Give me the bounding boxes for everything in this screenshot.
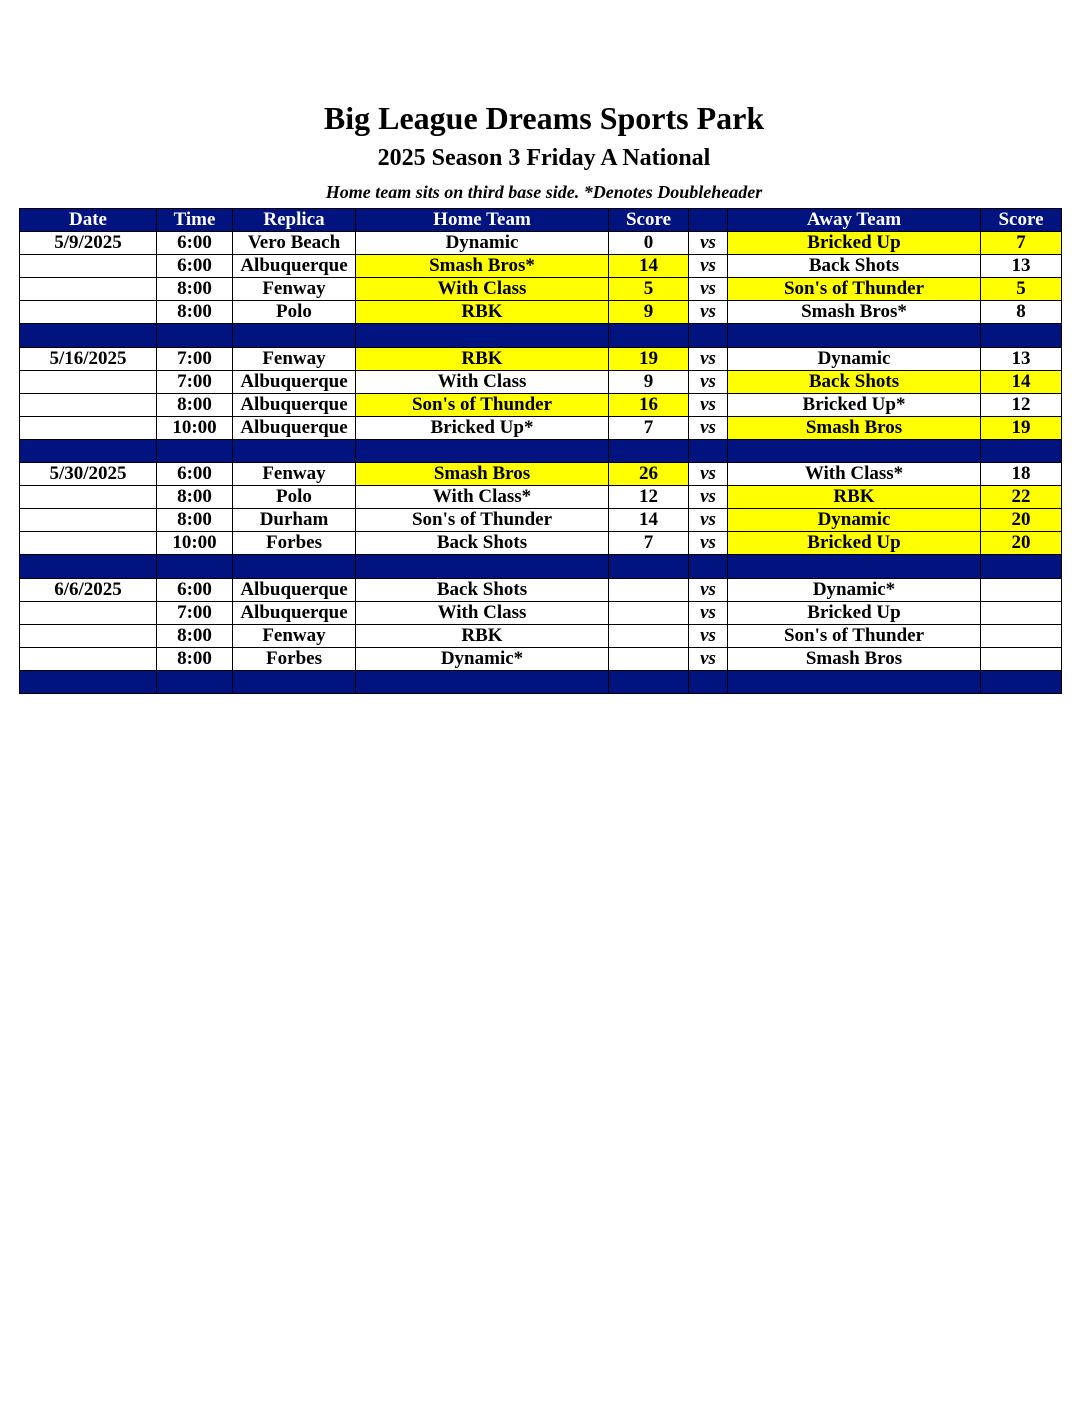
header-away-score: Score bbox=[981, 209, 1062, 232]
game-row bbox=[20, 232, 1062, 255]
game-row bbox=[20, 463, 1062, 486]
home-team-cell: RBK bbox=[356, 347, 609, 370]
game-row bbox=[20, 509, 1062, 532]
game-row bbox=[20, 578, 1062, 601]
time-cell: 6:00 bbox=[157, 463, 233, 486]
vs-cell: vs bbox=[689, 486, 728, 509]
away-team-cell: Son's of Thunder bbox=[728, 278, 981, 301]
away-team-cell: Smash Bros bbox=[728, 647, 981, 670]
home-score-cell bbox=[609, 624, 689, 647]
game-row bbox=[20, 347, 1062, 370]
replica-cell: Fenway bbox=[233, 463, 356, 486]
away-score-cell bbox=[981, 578, 1062, 601]
home-score-cell: 19 bbox=[609, 347, 689, 370]
date-cell bbox=[20, 370, 157, 393]
time-cell: 8:00 bbox=[157, 393, 233, 416]
vs-cell: vs bbox=[689, 463, 728, 486]
home-score-cell: 0 bbox=[609, 232, 689, 255]
home-team-cell: With Class bbox=[356, 601, 609, 624]
away-score-cell: 22 bbox=[981, 486, 1062, 509]
home-team-cell: RBK bbox=[356, 301, 609, 324]
vs-cell: vs bbox=[689, 578, 728, 601]
away-team-cell: Dynamic bbox=[728, 347, 981, 370]
separator-cell bbox=[609, 439, 689, 462]
schedule-table bbox=[19, 208, 1062, 694]
separator-cell bbox=[20, 324, 157, 347]
page-subtitle: 2025 Season 3 Friday A National bbox=[377, 145, 711, 171]
away-team-cell: Smash Bros* bbox=[728, 301, 981, 324]
separator-cell bbox=[20, 670, 157, 693]
replica-cell: Albuquerque bbox=[233, 370, 356, 393]
home-team-cell: Dynamic bbox=[356, 232, 609, 255]
date-cell bbox=[20, 647, 157, 670]
date-cell bbox=[20, 301, 157, 324]
away-score-cell: 19 bbox=[981, 416, 1062, 439]
home-team-cell: With Class bbox=[356, 278, 609, 301]
separator-cell bbox=[981, 324, 1062, 347]
game-row bbox=[20, 647, 1062, 670]
away-score-cell: 13 bbox=[981, 255, 1062, 278]
time-cell: 8:00 bbox=[157, 486, 233, 509]
vs-cell: vs bbox=[689, 301, 728, 324]
home-score-cell: 12 bbox=[609, 486, 689, 509]
home-score-cell: 9 bbox=[609, 301, 689, 324]
vs-cell: vs bbox=[689, 416, 728, 439]
away-team-cell: Dynamic bbox=[728, 509, 981, 532]
replica-cell: Vero Beach bbox=[233, 232, 356, 255]
vs-cell: vs bbox=[689, 647, 728, 670]
time-cell: 10:00 bbox=[157, 532, 233, 555]
game-row bbox=[20, 370, 1062, 393]
vs-cell: vs bbox=[689, 370, 728, 393]
vs-cell: vs bbox=[689, 347, 728, 370]
home-team-cell: Bricked Up* bbox=[356, 416, 609, 439]
time-cell: 6:00 bbox=[157, 232, 233, 255]
away-score-cell: 20 bbox=[981, 532, 1062, 555]
away-team-cell: Dynamic* bbox=[728, 578, 981, 601]
away-score-cell: 13 bbox=[981, 347, 1062, 370]
date-cell bbox=[20, 255, 157, 278]
game-row bbox=[20, 255, 1062, 278]
home-score-cell bbox=[609, 601, 689, 624]
replica-cell: Albuquerque bbox=[233, 601, 356, 624]
week-separator-row bbox=[20, 439, 1062, 462]
separator-cell bbox=[356, 324, 609, 347]
replica-cell: Albuquerque bbox=[233, 578, 356, 601]
home-team-cell: RBK bbox=[356, 624, 609, 647]
time-cell: 6:00 bbox=[157, 255, 233, 278]
home-score-cell: 7 bbox=[609, 532, 689, 555]
separator-cell bbox=[609, 555, 689, 578]
separator-cell bbox=[689, 555, 728, 578]
home-score-cell: 16 bbox=[609, 393, 689, 416]
home-score-cell bbox=[609, 647, 689, 670]
away-team-cell: Back Shots bbox=[728, 255, 981, 278]
date-cell bbox=[20, 486, 157, 509]
separator-cell bbox=[689, 439, 728, 462]
separator-cell bbox=[20, 439, 157, 462]
game-row bbox=[20, 301, 1062, 324]
vs-cell: vs bbox=[689, 509, 728, 532]
separator-cell bbox=[609, 670, 689, 693]
separator-cell bbox=[728, 555, 981, 578]
away-team-cell: RBK bbox=[728, 486, 981, 509]
time-cell: 7:00 bbox=[157, 370, 233, 393]
week-separator-row bbox=[20, 670, 1062, 693]
away-team-cell: Bricked Up bbox=[728, 532, 981, 555]
away-score-cell: 20 bbox=[981, 509, 1062, 532]
home-team-cell: Smash Bros* bbox=[356, 255, 609, 278]
separator-cell bbox=[728, 670, 981, 693]
replica-cell: Fenway bbox=[233, 347, 356, 370]
time-cell: 7:00 bbox=[157, 347, 233, 370]
time-cell: 8:00 bbox=[157, 624, 233, 647]
away-score-cell: 14 bbox=[981, 370, 1062, 393]
separator-cell bbox=[689, 670, 728, 693]
game-row bbox=[20, 624, 1062, 647]
separator-cell bbox=[609, 324, 689, 347]
home-score-cell: 26 bbox=[609, 463, 689, 486]
schedule-note: Home team sits on third base side. *Denotes Doubleheader bbox=[325, 182, 763, 202]
home-team-cell: Son's of Thunder bbox=[356, 393, 609, 416]
header-home-score: Score bbox=[609, 209, 689, 232]
date-cell bbox=[20, 601, 157, 624]
date-cell bbox=[20, 393, 157, 416]
away-score-cell: 12 bbox=[981, 393, 1062, 416]
separator-cell bbox=[356, 439, 609, 462]
separator-cell bbox=[981, 439, 1062, 462]
away-score-cell bbox=[981, 647, 1062, 670]
home-score-cell: 14 bbox=[609, 255, 689, 278]
vs-cell: vs bbox=[689, 532, 728, 555]
replica-cell: Forbes bbox=[233, 647, 356, 670]
away-score-cell: 8 bbox=[981, 301, 1062, 324]
away-score-cell: 7 bbox=[981, 232, 1062, 255]
separator-cell bbox=[981, 555, 1062, 578]
week-separator-row bbox=[20, 324, 1062, 347]
separator-cell bbox=[728, 439, 981, 462]
home-team-cell: With Class* bbox=[356, 486, 609, 509]
away-score-cell bbox=[981, 624, 1062, 647]
away-score-cell bbox=[981, 601, 1062, 624]
date-cell bbox=[20, 532, 157, 555]
vs-cell: vs bbox=[689, 278, 728, 301]
home-score-cell: 14 bbox=[609, 509, 689, 532]
away-score-cell: 18 bbox=[981, 463, 1062, 486]
separator-cell bbox=[233, 555, 356, 578]
vs-cell: vs bbox=[689, 255, 728, 278]
date-cell bbox=[20, 509, 157, 532]
separator-cell bbox=[356, 670, 609, 693]
time-cell: 8:00 bbox=[157, 647, 233, 670]
time-cell: 7:00 bbox=[157, 601, 233, 624]
vs-cell: vs bbox=[689, 601, 728, 624]
separator-cell bbox=[233, 670, 356, 693]
date-cell: 5/16/2025 bbox=[20, 347, 157, 370]
date-cell: 5/9/2025 bbox=[20, 232, 157, 255]
away-team-cell: Son's of Thunder bbox=[728, 624, 981, 647]
replica-cell: Albuquerque bbox=[233, 255, 356, 278]
date-cell bbox=[20, 278, 157, 301]
game-row bbox=[20, 393, 1062, 416]
separator-cell bbox=[233, 439, 356, 462]
game-row bbox=[20, 278, 1062, 301]
header-away-team: Away Team bbox=[728, 209, 981, 232]
separator-cell bbox=[728, 324, 981, 347]
date-cell bbox=[20, 416, 157, 439]
date-cell bbox=[20, 624, 157, 647]
home-team-cell: With Class bbox=[356, 370, 609, 393]
header-time: Time bbox=[157, 209, 233, 232]
separator-cell bbox=[157, 555, 233, 578]
away-score-cell: 5 bbox=[981, 278, 1062, 301]
home-team-cell: Dynamic* bbox=[356, 647, 609, 670]
separator-cell bbox=[356, 555, 609, 578]
game-row bbox=[20, 601, 1062, 624]
time-cell: 8:00 bbox=[157, 278, 233, 301]
time-cell: 8:00 bbox=[157, 301, 233, 324]
separator-cell bbox=[233, 324, 356, 347]
vs-cell: vs bbox=[689, 232, 728, 255]
week-separator-row bbox=[20, 555, 1062, 578]
date-cell: 6/6/2025 bbox=[20, 578, 157, 601]
home-score-cell: 5 bbox=[609, 278, 689, 301]
time-cell: 6:00 bbox=[157, 578, 233, 601]
home-score-cell bbox=[609, 578, 689, 601]
replica-cell: Polo bbox=[233, 301, 356, 324]
separator-cell bbox=[157, 670, 233, 693]
away-team-cell: Smash Bros bbox=[728, 416, 981, 439]
header-home-team: Home Team bbox=[356, 209, 609, 232]
game-row bbox=[20, 486, 1062, 509]
replica-cell: Albuquerque bbox=[233, 416, 356, 439]
home-team-cell: Back Shots bbox=[356, 532, 609, 555]
game-row bbox=[20, 532, 1062, 555]
header-date: Date bbox=[20, 209, 157, 232]
home-team-cell: Son's of Thunder bbox=[356, 509, 609, 532]
away-team-cell: With Class* bbox=[728, 463, 981, 486]
game-row bbox=[20, 416, 1062, 439]
vs-cell: vs bbox=[689, 624, 728, 647]
separator-cell bbox=[981, 670, 1062, 693]
time-cell: 8:00 bbox=[157, 509, 233, 532]
replica-cell: Polo bbox=[233, 486, 356, 509]
separator-cell bbox=[157, 324, 233, 347]
header-replica: Replica bbox=[233, 209, 356, 232]
header-row bbox=[20, 209, 1062, 232]
home-team-cell: Smash Bros bbox=[356, 463, 609, 486]
replica-cell: Fenway bbox=[233, 278, 356, 301]
separator-cell bbox=[20, 555, 157, 578]
schedule-body bbox=[20, 232, 1062, 694]
away-team-cell: Back Shots bbox=[728, 370, 981, 393]
away-team-cell: Bricked Up* bbox=[728, 393, 981, 416]
home-score-cell: 7 bbox=[609, 416, 689, 439]
separator-cell bbox=[157, 439, 233, 462]
away-team-cell: Bricked Up bbox=[728, 232, 981, 255]
home-score-cell: 9 bbox=[609, 370, 689, 393]
replica-cell: Fenway bbox=[233, 624, 356, 647]
header-vs bbox=[689, 209, 728, 232]
page-title: Big League Dreams Sports Park bbox=[323, 100, 765, 136]
replica-cell: Durham bbox=[233, 509, 356, 532]
replica-cell: Albuquerque bbox=[233, 393, 356, 416]
away-team-cell: Bricked Up bbox=[728, 601, 981, 624]
date-cell: 5/30/2025 bbox=[20, 463, 157, 486]
time-cell: 10:00 bbox=[157, 416, 233, 439]
separator-cell bbox=[689, 324, 728, 347]
vs-cell: vs bbox=[689, 393, 728, 416]
home-team-cell: Back Shots bbox=[356, 578, 609, 601]
replica-cell: Forbes bbox=[233, 532, 356, 555]
